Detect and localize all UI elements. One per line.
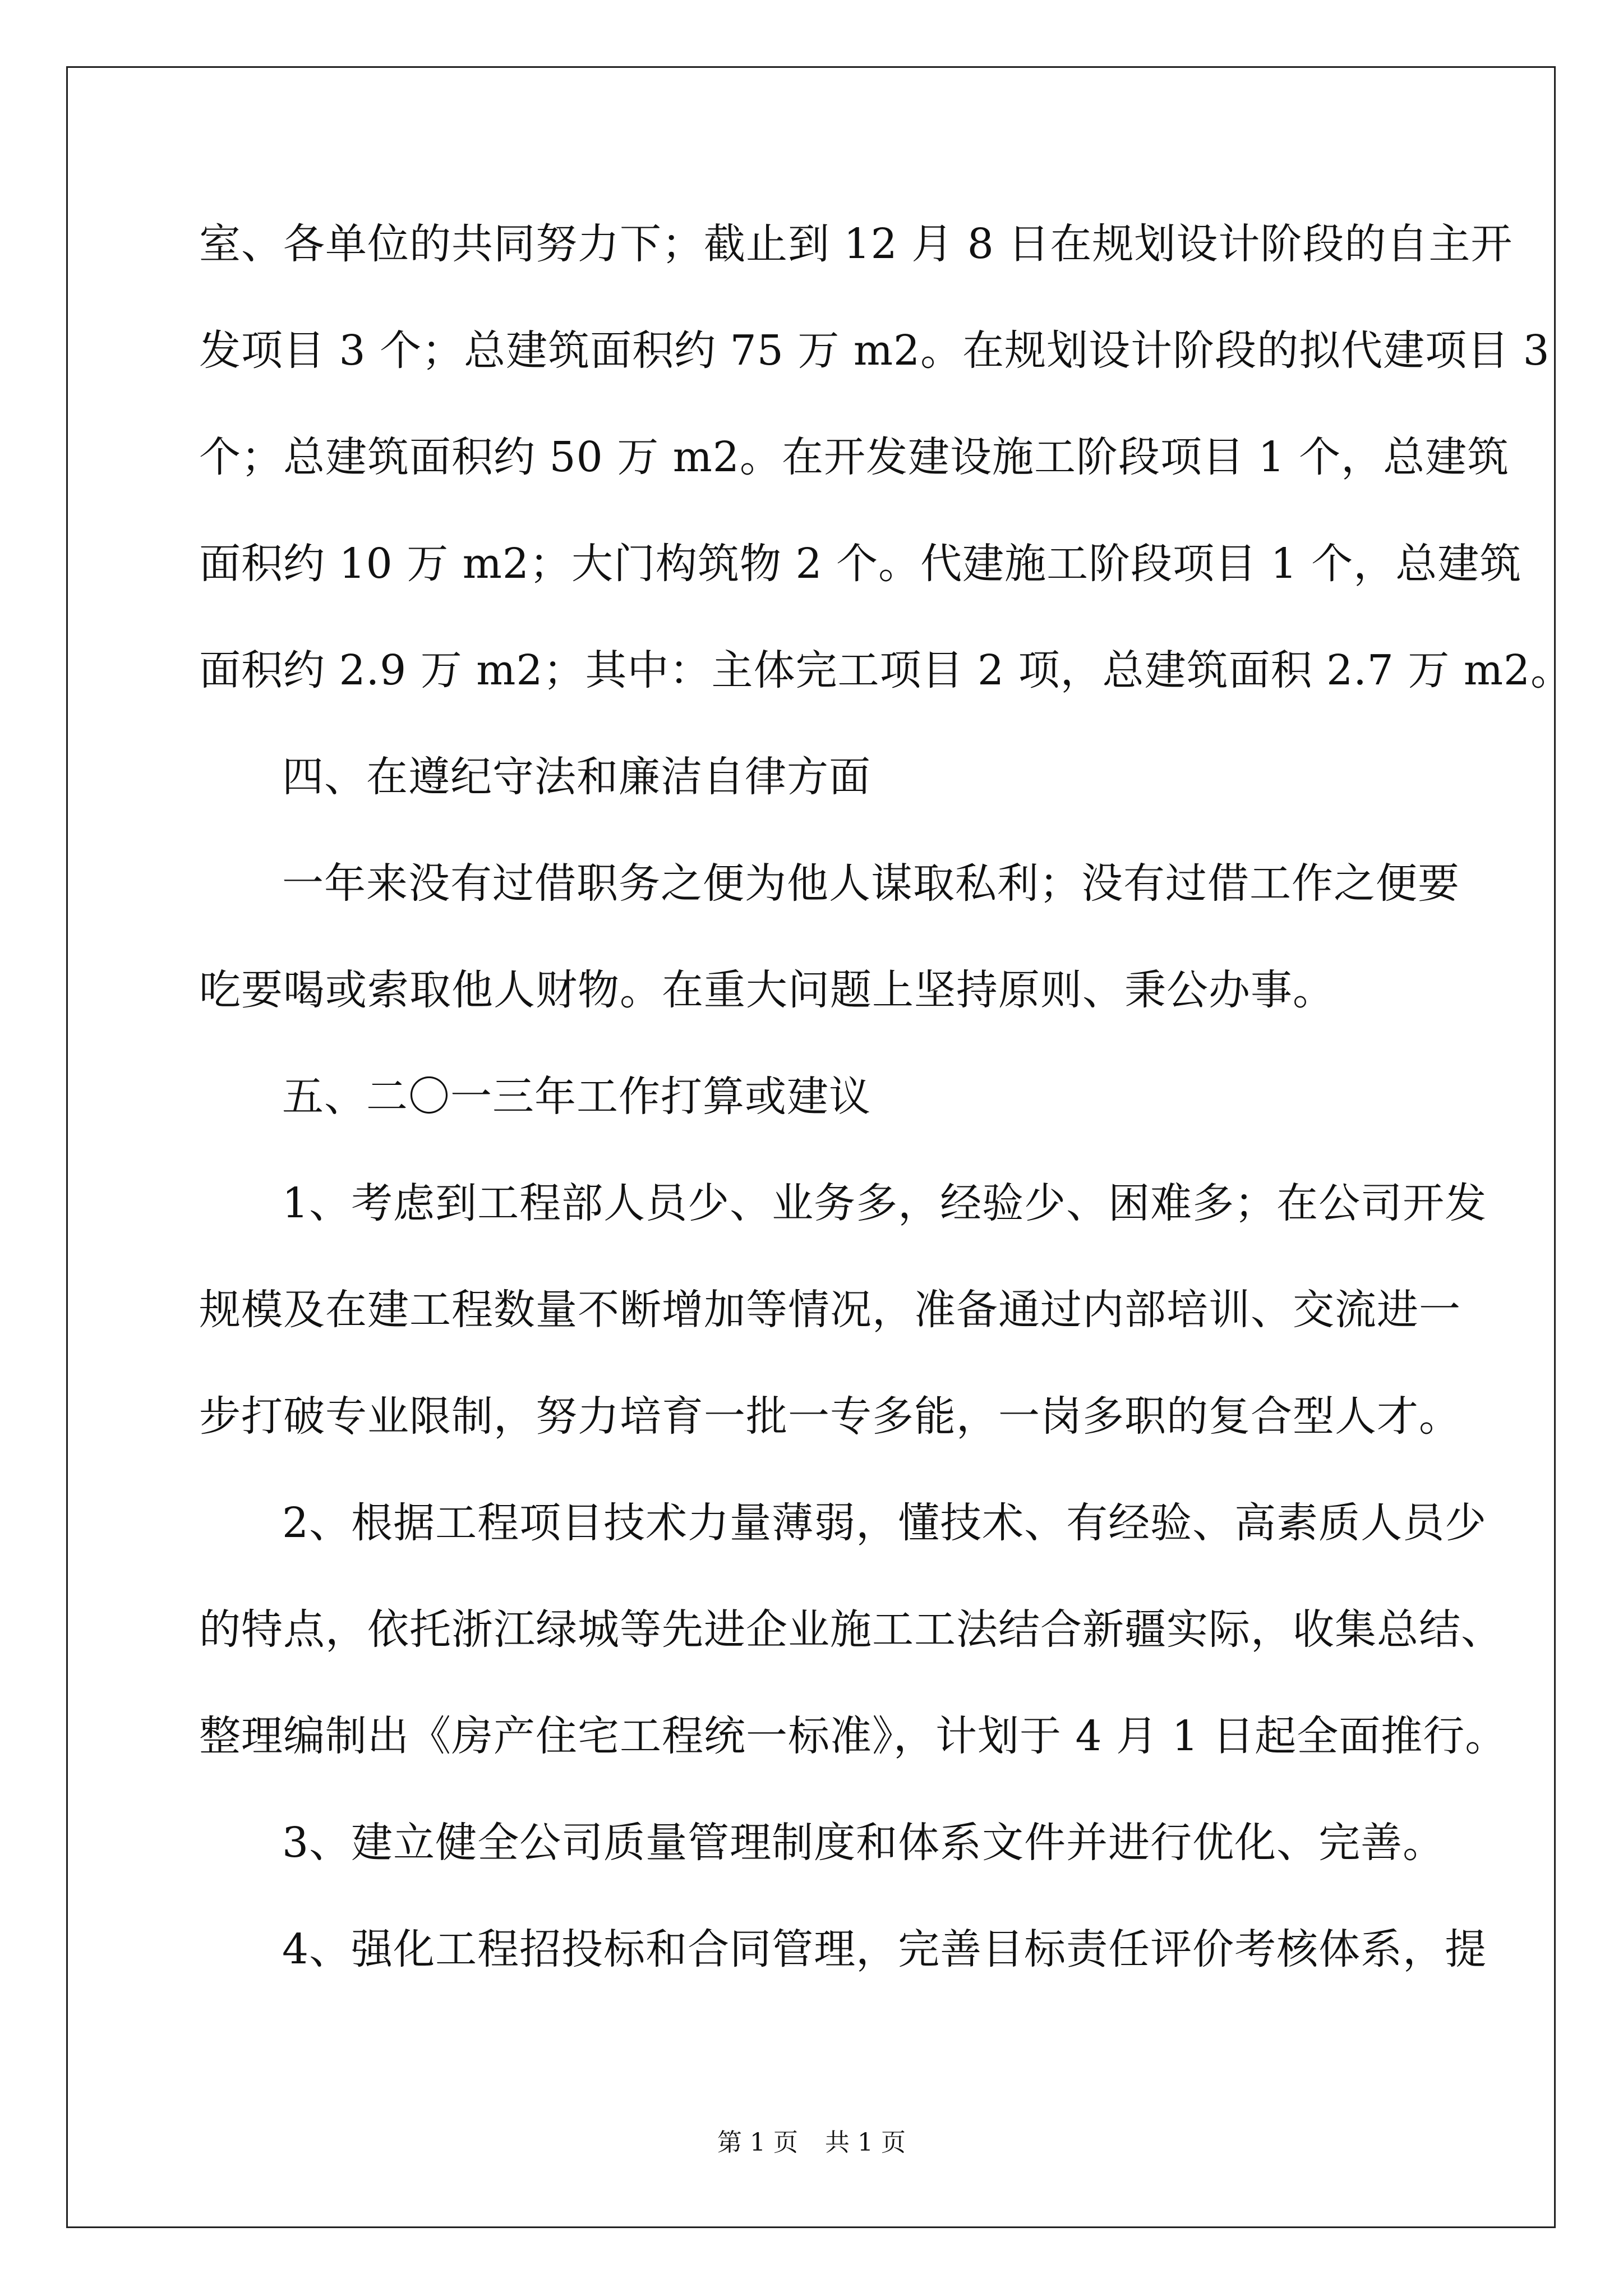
text-line: 吃要喝或索取他人财物。在重大问题上坚持原则、秉公办事。 [199,966,1335,1014]
text-line: 1、考虑到工程部人员少、业务多，经验少、困难多；在公司开发 [282,1179,1487,1227]
text-line: 步打破专业限制，努力培育一批一专多能，一岗多职的复合型人才。 [199,1392,1461,1441]
text-line: 发项目 3 个；总建筑面积约 75 万 m2。在规划设计阶段的拟代建项目 3 [199,326,1550,375]
text-line: 的特点，依托浙江绿城等先进企业施工工法结合新疆实际，收集总结、 [199,1605,1503,1654]
text-line: 一年来没有过借职务之便为他人谋取私利；没有过借工作之便要 [282,859,1460,908]
text-line: 室、各单位的共同努力下；截止到 12 月 8 日在规划设计阶段的自主开 [199,220,1513,268]
text-line: 整理编制出《房产住宅工程统一标准》，计划于 4 月 1 日起全面推行。 [199,1712,1507,1760]
section-heading: 四、在遵纪守法和廉洁自律方面 [282,753,871,801]
page-border [66,66,1556,2228]
text-line: 3、建立健全公司质量管理制度和体系文件并进行优化、完善。 [282,1819,1445,1867]
page-footer [0,2126,1623,2160]
page-total: 共 1 页 [825,2128,906,2157]
section-heading: 五、二〇一三年工作打算或建议 [282,1073,871,1121]
page-number: 第 1 页 [717,2128,798,2157]
text-line: 2、根据工程项目技术力量薄弱，懂技术、有经验、高素质人员少 [282,1499,1487,1547]
text-line: 面积约 2.9 万 m2；其中：主体完工项目 2 项，总建筑面积 2.7 万 m2。 [199,646,1573,694]
text-line: 4、强化工程招投标和合同管理，完善目标责任评价考核体系，提 [282,1925,1487,1973]
text-line: 个；总建筑面积约 50 万 m2。在开发建设施工阶段项目 1 个，总建筑 [199,433,1510,481]
text-line: 面积约 10 万 m2；大门构筑物 2 个。代建施工阶段项目 1 个，总建筑 [199,540,1522,588]
text-line: 规模及在建工程数量不断增加等情况，准备通过内部培训、交流进一 [199,1286,1461,1334]
